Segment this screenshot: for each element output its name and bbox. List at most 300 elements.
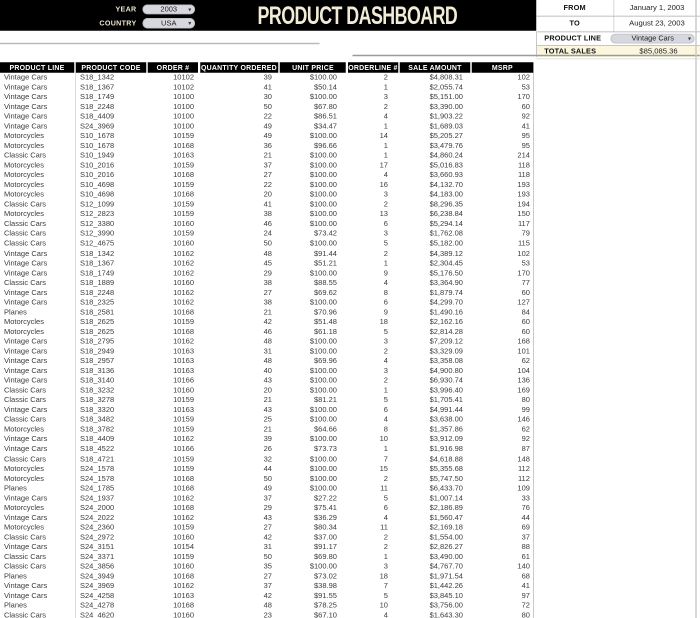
total-sales-label: TOTAL SALES <box>544 47 597 56</box>
table-cell: 115 <box>517 239 530 248</box>
chevron-down-icon: ▾ <box>687 34 691 42</box>
from-date-field[interactable]: January 1, 2003 <box>629 3 685 12</box>
table-cell: Vintage Cars <box>3 494 48 503</box>
table-row <box>0 435 533 445</box>
country-dropdown[interactable] <box>143 18 196 28</box>
table-cell: 10159 <box>173 317 194 327</box>
table-cell: S24_2022 <box>79 513 115 522</box>
table-cell: 10160 <box>173 611 194 618</box>
table-cell: 10159 <box>173 210 194 219</box>
table-cell: $100.00 <box>309 180 337 190</box>
table-cell: 17 <box>379 161 388 170</box>
table-row <box>0 395 533 405</box>
table-row <box>0 552 533 562</box>
table-cell: 127 <box>517 298 530 307</box>
table-cell: 170 <box>517 92 530 102</box>
table-cell: 29 <box>263 268 272 278</box>
table-header-row <box>0 62 533 73</box>
table-cell: Vintage Cars <box>3 112 48 121</box>
table-cell: S18_2625 <box>79 327 115 336</box>
table-cell: $1,705.41 <box>429 396 463 405</box>
table-cell: Vintage Cars <box>3 288 48 297</box>
table-cell: S24_3371 <box>79 552 115 561</box>
filter-group <box>45 3 195 31</box>
table-cell: 36 <box>263 141 272 151</box>
table-cell: S24_4258 <box>79 591 115 601</box>
table-cell: 10163 <box>173 151 194 160</box>
table-cell: Motorcycles <box>3 327 44 336</box>
table-cell: Vintage Cars <box>3 268 48 278</box>
table-cell: 2 <box>383 249 388 258</box>
table-cell: 60 <box>521 102 530 111</box>
table-cell: 99 <box>521 405 530 415</box>
table-cell: 10166 <box>173 445 194 454</box>
table-cell: Vintage Cars <box>3 298 48 307</box>
table-cell: 148 <box>517 454 530 464</box>
table-row <box>0 454 533 464</box>
table-cell: S10_1949 <box>79 151 115 160</box>
table-cell: $69.96 <box>314 357 337 366</box>
table-cell: 10159 <box>173 229 194 239</box>
table-cell: $81.21 <box>314 396 337 405</box>
table-cell: $4,299.70 <box>429 298 463 307</box>
year-label: YEAR <box>115 5 137 14</box>
table-cell: $1,762.08 <box>429 229 463 239</box>
table-cell: S18_1749 <box>79 268 115 278</box>
table-cell: 38 <box>263 210 272 219</box>
table-row <box>0 337 533 347</box>
table-cell: 4 <box>383 513 388 522</box>
table-cell: Vintage Cars <box>3 445 48 454</box>
table-cell: 79 <box>521 229 530 239</box>
table-cell: S12_1099 <box>79 200 115 209</box>
table-row <box>0 288 533 298</box>
table-cell: 21 <box>263 151 272 160</box>
table-cell: 37 <box>263 161 272 170</box>
table-cell: 80 <box>521 611 530 618</box>
table-cell: $73.73 <box>314 445 337 454</box>
product-line-dropdown[interactable] <box>611 34 695 44</box>
year-dropdown[interactable] <box>143 4 196 14</box>
table-cell: S18_4522 <box>79 445 115 454</box>
table-row <box>0 307 533 317</box>
table-cell: 21 <box>263 308 272 317</box>
table-cell: 170 <box>517 268 530 278</box>
table-cell: 10100 <box>173 112 194 121</box>
table-cell: S24_3856 <box>79 562 115 571</box>
table-cell: Classic Cars <box>3 239 47 248</box>
table-cell: S18_4409 <box>79 112 115 121</box>
table-row <box>0 425 533 435</box>
table-cell: $88.55 <box>314 278 337 288</box>
column-header: ORDER # <box>148 62 198 73</box>
table-cell: Classic Cars <box>3 562 47 571</box>
to-date-field[interactable]: August 23, 2003 <box>629 19 685 29</box>
table-cell: 46 <box>263 220 272 229</box>
table-right-border <box>533 62 534 618</box>
table-cell: 10159 <box>173 523 194 532</box>
table-cell: $73.42 <box>314 229 337 239</box>
table-cell: 60 <box>521 317 530 327</box>
table-cell: 2 <box>383 347 388 356</box>
table-cell: $3,660.93 <box>429 171 463 180</box>
table-cell: 27 <box>263 288 272 297</box>
table-cell: Vintage Cars <box>3 435 48 444</box>
table-cell: 10163 <box>173 366 194 376</box>
info-panel <box>536 0 700 57</box>
table-cell: 44 <box>263 464 272 473</box>
table-cell: S18_2581 <box>79 308 115 317</box>
table-cell: $4,767.70 <box>429 562 463 571</box>
table-cell: $3,390.00 <box>429 102 463 111</box>
table-cell: S18_4721 <box>79 454 115 464</box>
table-cell: $1,643.30 <box>429 611 463 618</box>
table-row <box>0 405 533 415</box>
table-cell: 84 <box>521 308 530 317</box>
table-cell: $100.00 <box>309 200 337 209</box>
table-cell: $4,808.31 <box>429 73 463 82</box>
table-cell: 10168 <box>173 601 194 610</box>
table-cell: 3 <box>383 337 388 346</box>
table-cell: S18_1367 <box>79 259 115 268</box>
table-cell: 194 <box>517 200 530 209</box>
table-cell: $100.00 <box>309 454 337 464</box>
table-row <box>0 542 533 552</box>
table-cell: $100.00 <box>309 210 337 219</box>
gridline <box>696 0 697 618</box>
table-cell: S18_1342 <box>79 73 115 82</box>
table-cell: $2,055.74 <box>429 83 463 92</box>
table-cell: $27.22 <box>314 494 337 503</box>
table-row <box>0 464 533 474</box>
table-cell: 49 <box>263 122 272 131</box>
table-row <box>0 572 533 582</box>
table-cell: 25 <box>263 415 272 424</box>
table-cell: Motorcycles <box>3 210 44 219</box>
table-cell: 92 <box>521 112 530 121</box>
table-cell: Classic Cars <box>3 415 47 424</box>
table-cell: 21 <box>263 396 272 405</box>
table-cell: 32 <box>263 454 272 464</box>
table-cell: Vintage Cars <box>3 249 48 258</box>
table-cell: S12_4675 <box>79 239 115 248</box>
table-cell: 6 <box>383 298 388 307</box>
table-cell: S10_4698 <box>79 190 115 199</box>
table-cell: Motorcycles <box>3 161 44 170</box>
table-cell: S18_3136 <box>79 366 115 376</box>
table-cell: Vintage Cars <box>3 73 48 82</box>
table-cell: 10159 <box>173 415 194 424</box>
table-cell: 10168 <box>173 503 194 513</box>
table-cell: $100.00 <box>309 386 337 395</box>
table-cell: 43 <box>263 376 272 385</box>
table-cell: 41 <box>521 122 530 131</box>
table-cell: 10159 <box>173 180 194 190</box>
table-row <box>0 249 533 259</box>
table-cell: 5 <box>383 239 388 248</box>
table-cell: Vintage Cars <box>3 405 48 415</box>
table-row <box>0 444 533 454</box>
table-cell: 10163 <box>173 357 194 366</box>
table-cell: S10_2016 <box>79 161 115 170</box>
table-cell: $3,845.10 <box>429 591 463 601</box>
gridline <box>536 59 700 60</box>
table-cell: S24_1578 <box>79 464 115 473</box>
table-cell: 41 <box>521 582 530 591</box>
table-cell: $100.00 <box>309 484 337 493</box>
table-cell: S18_1342 <box>79 249 115 258</box>
table-cell: Classic Cars <box>3 220 47 229</box>
table-cell: 80 <box>521 396 530 405</box>
table-cell: $100.00 <box>309 366 337 376</box>
product-line-label: PRODUCT LINE <box>544 34 602 43</box>
table-cell: S18_2795 <box>79 337 115 346</box>
table-cell: $6,238.84 <box>429 210 463 219</box>
table-cell: 5 <box>383 327 388 336</box>
table-cell: 50 <box>263 552 272 561</box>
table-cell: 11 <box>380 484 388 493</box>
table-cell: 49 <box>263 484 272 493</box>
table-cell: 2 <box>383 474 388 483</box>
table-cell: Motorcycles <box>3 131 44 141</box>
table-cell: 4 <box>383 278 388 288</box>
table-cell: 20 <box>263 386 272 395</box>
table-cell: 2 <box>383 102 388 111</box>
table-cell: 88 <box>521 542 530 552</box>
table-cell: 168 <box>517 337 530 346</box>
table-cell: 72 <box>521 601 530 610</box>
table-cell: $1,442.26 <box>429 582 463 591</box>
table-cell: 10168 <box>173 190 194 199</box>
table-cell: S18_3482 <box>79 415 115 424</box>
table-cell: 60 <box>521 327 530 336</box>
table-cell: 48 <box>263 249 272 258</box>
table-cell: S12_3380 <box>79 220 115 229</box>
table-cell: 27 <box>263 572 272 581</box>
table-cell: 169 <box>517 386 530 395</box>
table-cell: $80.34 <box>314 523 337 532</box>
table-cell: $2,826.27 <box>429 542 463 552</box>
table-cell: 50 <box>263 239 272 248</box>
table-cell: 10160 <box>173 239 194 248</box>
table-cell: 46 <box>263 327 272 336</box>
table-cell: 50 <box>263 474 272 483</box>
table-cell: 10163 <box>173 347 194 356</box>
table-cell: 10162 <box>173 268 194 278</box>
table-cell: 33 <box>521 494 530 503</box>
table-cell: 7 <box>383 582 388 591</box>
table-cell: 10162 <box>173 288 194 297</box>
table-cell: 1 <box>383 151 388 160</box>
table-cell: Vintage Cars <box>3 347 48 356</box>
table-cell: 48 <box>263 357 272 366</box>
table-cell: 150 <box>517 210 530 219</box>
table-cell: 118 <box>517 161 530 170</box>
table-cell: 44 <box>521 513 530 522</box>
table-cell: 61 <box>521 552 530 561</box>
table-cell: $2,169.18 <box>429 523 463 532</box>
table-row <box>0 317 533 327</box>
table-cell: Motorcycles <box>3 190 44 199</box>
table-cell: 2 <box>383 200 388 209</box>
table-cell: 11 <box>380 523 388 532</box>
table-cell: $67.10 <box>314 611 337 618</box>
table-cell: Planes <box>3 484 27 493</box>
table-cell: $69.80 <box>314 552 337 561</box>
table-cell: $5,182.00 <box>429 239 463 248</box>
table-cell: 53 <box>521 83 530 92</box>
table-cell: 10 <box>379 601 388 610</box>
table-cell: 3 <box>383 229 388 239</box>
table-cell: Motorcycles <box>3 425 44 434</box>
table-cell: Classic Cars <box>3 386 47 395</box>
table-cell: Classic Cars <box>3 611 47 618</box>
table-cell: S18_3320 <box>79 405 115 415</box>
table-cell: 40 <box>263 366 272 376</box>
table-cell: 9 <box>383 268 388 278</box>
table-cell: $3,912.09 <box>429 435 463 444</box>
table-cell: $100.00 <box>309 464 337 473</box>
table-cell: $1,560.47 <box>429 513 463 522</box>
table-cell: 1 <box>383 552 388 561</box>
table-cell: 15 <box>379 464 388 473</box>
table-cell: S18_3232 <box>79 386 115 395</box>
table-cell: Vintage Cars <box>3 376 48 385</box>
table-cell: 10168 <box>173 474 194 483</box>
table-cell: $100.00 <box>309 405 337 415</box>
table-cell: Vintage Cars <box>3 337 48 346</box>
column-header: UNIT PRICE <box>280 62 346 73</box>
table-cell: 3 <box>383 190 388 199</box>
table-cell: 140 <box>517 562 530 571</box>
table-cell: 53 <box>521 259 530 268</box>
table-cell: $100.00 <box>309 347 337 356</box>
table-cell: $5,355.68 <box>429 464 463 473</box>
table-cell: 4 <box>383 112 388 121</box>
table-cell: Vintage Cars <box>3 102 48 111</box>
table-cell: $1,916.98 <box>429 445 463 454</box>
table-cell: 102 <box>517 73 530 82</box>
table-cell: 6 <box>383 503 388 513</box>
table-cell: 50 <box>263 102 272 111</box>
table-cell: $4,860.24 <box>429 151 463 160</box>
table-cell: $100.00 <box>309 131 337 141</box>
table-cell: 95 <box>521 141 530 151</box>
table-cell: $3,479.76 <box>429 141 463 151</box>
table-row <box>0 170 533 180</box>
table-cell: 43 <box>263 405 272 415</box>
table-cell: $3,996.40 <box>429 386 463 395</box>
table-cell: 92 <box>521 435 530 444</box>
table-cell: 10162 <box>173 494 194 503</box>
table-cell: $8,296.35 <box>429 200 463 209</box>
table-cell: 112 <box>517 464 530 473</box>
table-cell: 2 <box>383 73 388 82</box>
table-cell: 109 <box>517 484 530 493</box>
table-cell: S24_4620 <box>79 611 115 618</box>
table-row <box>0 474 533 484</box>
table-cell: 10160 <box>173 220 194 229</box>
table-cell: 76 <box>521 503 530 513</box>
country-label: COUNTRY <box>99 19 137 28</box>
table-cell: 8 <box>383 288 388 297</box>
table-cell: 10159 <box>173 131 194 141</box>
table-cell: 22 <box>263 180 272 190</box>
table-cell: 10154 <box>173 542 194 552</box>
table-cell: S24_1937 <box>79 494 115 503</box>
table-row <box>0 161 533 171</box>
chevron-down-icon: ▾ <box>188 19 192 27</box>
table-cell: S24_2000 <box>79 503 115 513</box>
table-cell: Vintage Cars <box>3 542 48 552</box>
table-cell: 10160 <box>173 386 194 395</box>
table-row <box>0 190 533 200</box>
table-cell: S10_4698 <box>79 180 115 190</box>
table-cell: $1,490.16 <box>429 308 463 317</box>
table-cell: Planes <box>3 572 27 581</box>
table-cell: $1,903.22 <box>429 112 463 121</box>
table-row <box>0 581 533 591</box>
table-cell: $5,205.27 <box>429 131 463 141</box>
table-cell: S24_4278 <box>79 601 115 610</box>
table-cell: 9 <box>383 308 388 317</box>
table-cell: S10_2016 <box>79 171 115 180</box>
table-cell: 6 <box>383 220 388 229</box>
table-cell: 41 <box>263 200 272 209</box>
table-row <box>0 415 533 425</box>
table-cell: $7,209.12 <box>429 337 463 346</box>
table-cell: S18_2248 <box>79 288 115 297</box>
table-cell: $2,814.28 <box>429 327 463 336</box>
table-row <box>0 366 533 376</box>
table-cell: Vintage Cars <box>3 366 48 376</box>
table-cell: $86.51 <box>314 112 337 121</box>
table-cell: $4,389.12 <box>429 249 463 258</box>
table-cell: $51.21 <box>314 259 337 268</box>
table-cell: $100.00 <box>309 220 337 229</box>
table-row <box>0 483 533 493</box>
table-cell: 10163 <box>173 591 194 601</box>
total-sales-value: $85,085.36 <box>639 47 678 56</box>
table-cell: $100.00 <box>309 268 337 278</box>
table-cell: $6,433.70 <box>429 484 463 493</box>
product-line-dropdown-value: Vintage Cars <box>631 34 674 43</box>
table-cell: 10160 <box>173 562 194 571</box>
table-cell: $70.96 <box>314 308 337 317</box>
table-cell: 1 <box>383 141 388 151</box>
table-cell: 3 <box>383 562 388 571</box>
table-cell: 3 <box>383 366 388 376</box>
table-cell: 214 <box>517 151 530 160</box>
table-cell: 87 <box>521 445 530 454</box>
table-cell: $91.55 <box>314 591 337 601</box>
table-cell: Motorcycles <box>3 317 44 327</box>
table-row <box>0 141 533 151</box>
table-cell: Classic Cars <box>3 200 47 209</box>
table-row <box>0 503 533 513</box>
table-cell: 1 <box>383 386 388 395</box>
table-cell: 117 <box>517 220 530 229</box>
table-cell: S18_3140 <box>79 376 115 385</box>
table-row <box>0 591 533 601</box>
table-cell: S10_1678 <box>79 141 115 151</box>
gridline <box>353 55 700 56</box>
table-cell: S18_4409 <box>79 435 115 444</box>
table-cell: $5,151.00 <box>429 92 463 102</box>
table-cell: Classic Cars <box>3 278 47 288</box>
table-cell: 18 <box>379 572 388 581</box>
table-cell: 7 <box>383 454 388 464</box>
